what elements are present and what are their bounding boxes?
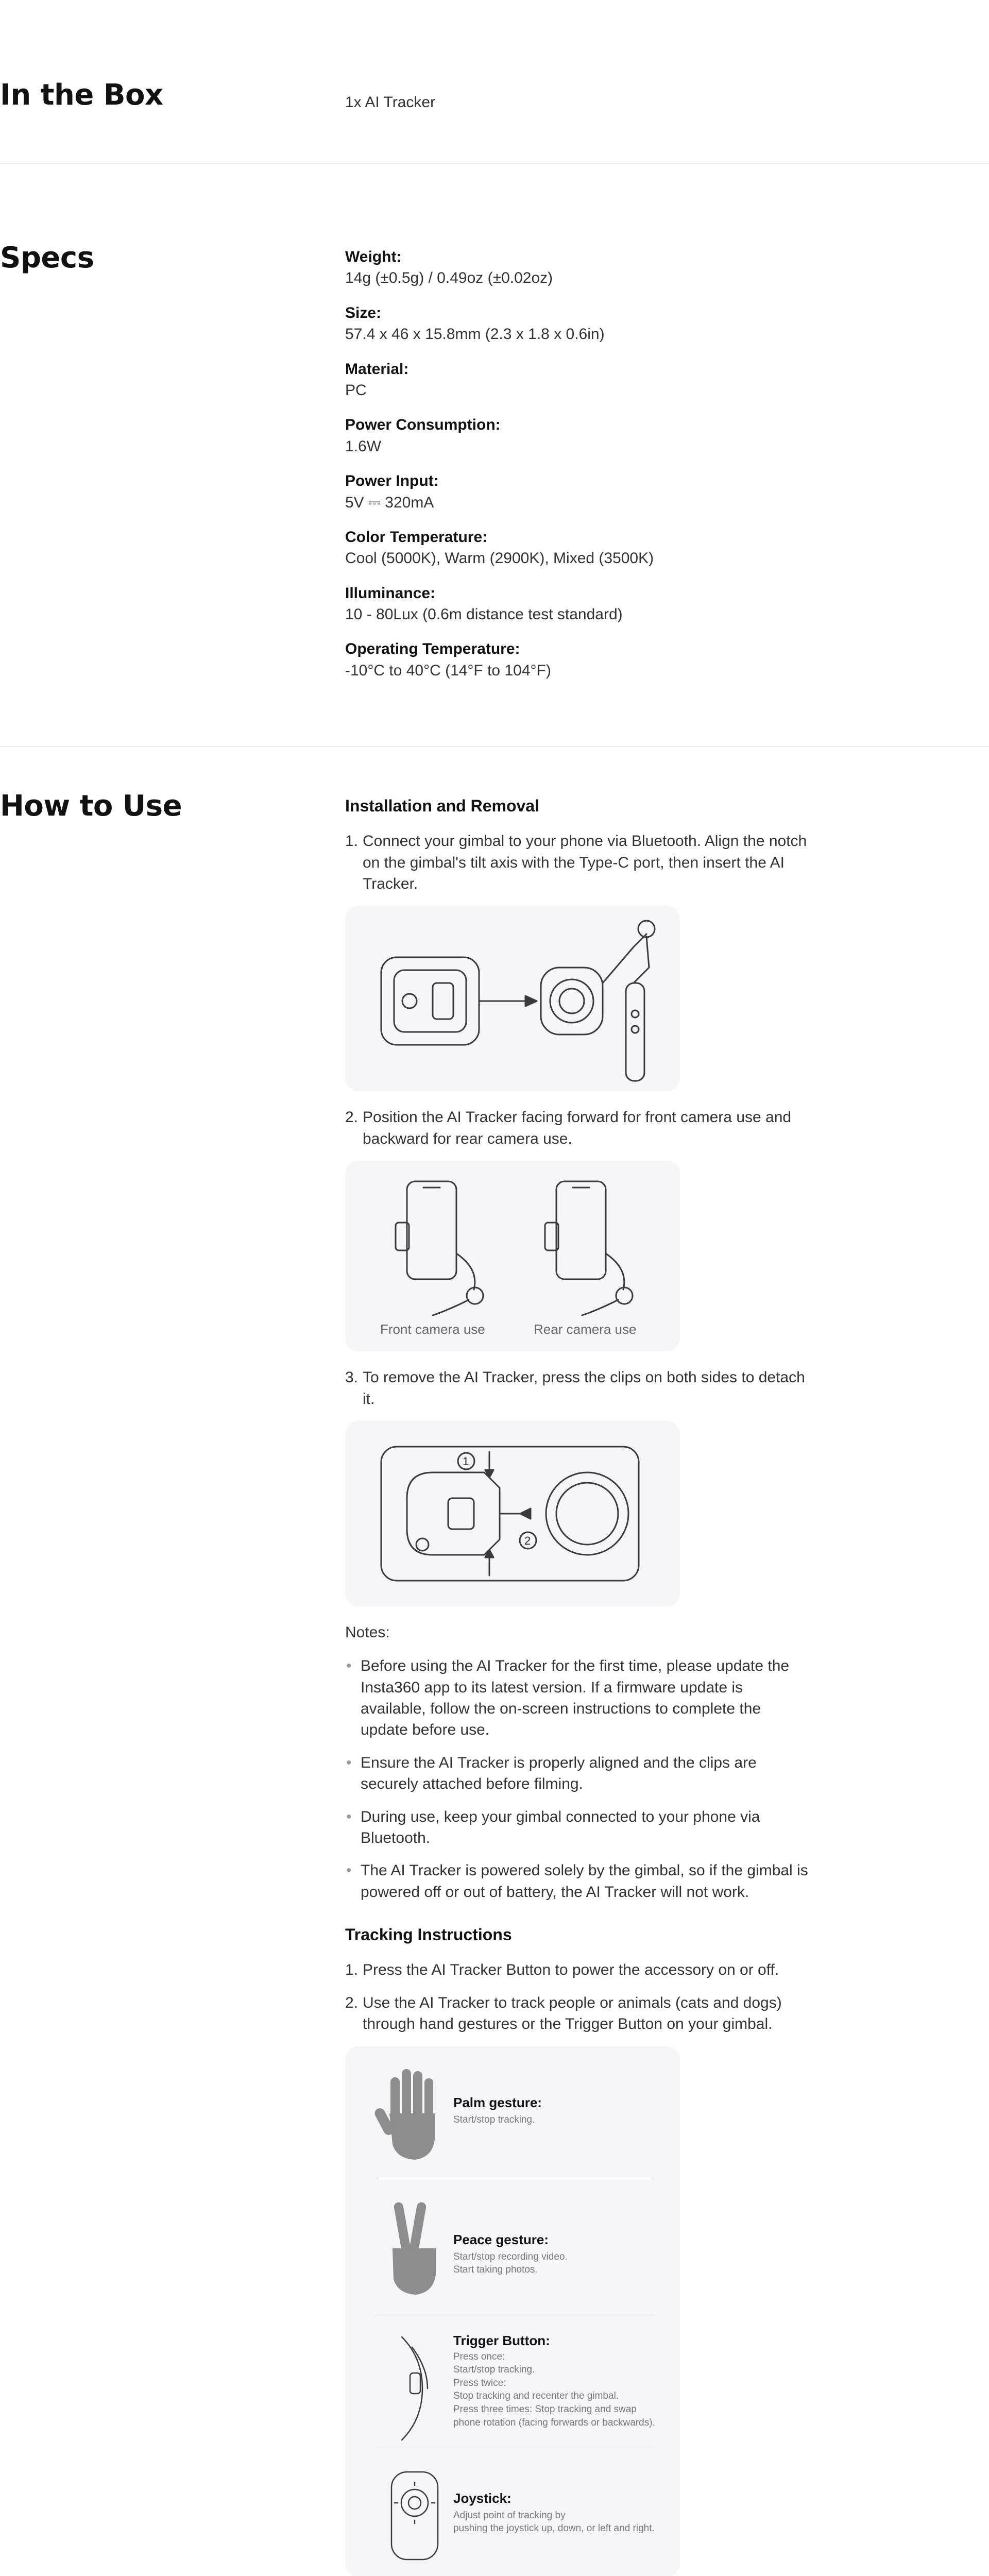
- spec-item: [345, 302, 809, 345]
- spec-label: Power Consumption:: [345, 416, 501, 434]
- spec-label: Illuminance:: [345, 584, 436, 602]
- spec-item: [345, 583, 809, 625]
- spec-value: 14g (±0.5g) / 0.49oz (±0.02oz): [345, 269, 553, 287]
- gesture-trigger: [345, 2316, 680, 2445]
- specs-list: [345, 246, 809, 694]
- step-text: Connect your gimbal to your phone via Bluetooth. Align the notch on the gimbal's tilt axis with the Type-C port, then insert the AI Tracker.: [363, 833, 807, 892]
- spec-value: 57.4 x 46 x 15.8mm (2.3 x 1.8 x 0.6in): [345, 326, 605, 343]
- step-number: 2.: [345, 1109, 359, 1126]
- spec-value: 1.6W: [345, 437, 382, 455]
- install-illustration: [345, 906, 680, 1091]
- orientation-illustration: [345, 1161, 680, 1351]
- how-to-use-content: [345, 794, 809, 2576]
- note-item: • Before using the AI Tracker for the first time, please update the Insta360 app to its latest version. If a firmware update is available, follow the on-screen instructions to complete the update before use.: [346, 1657, 790, 1739]
- step-number: 1.: [345, 833, 359, 850]
- spec-label: Power Input:: [345, 472, 439, 490]
- note-item: • Ensure the AI Tracker is properly aligned and the clips are securely attached before filming.: [346, 1754, 757, 1793]
- note-text: The AI Tracker is powered solely by the gimbal, so if the gimbal is powered off or out of battery, the AI Tracker will not work.: [361, 1862, 808, 1901]
- gesture-peace: [345, 2181, 680, 2310]
- spec-label: Material:: [345, 360, 409, 378]
- in-the-box-section: [0, 0, 989, 163]
- spec-item: [345, 470, 809, 513]
- spec-label: Operating Temperature:: [345, 640, 520, 658]
- note-text: During use, keep your gimbal connected to your phone via Bluetooth.: [361, 1808, 760, 1847]
- tracking-step: [345, 1959, 809, 1980]
- gesture-desc: Press once: Start/stop tracking. Press twice: Stop tracking and recenter the gimbal. Press three times: Stop tracking and swap phone rotation (facing forwards or backwards).: [453, 2351, 655, 2428]
- gesture-palm: [345, 2046, 680, 2175]
- in-the-box-title: In the Box: [0, 78, 163, 112]
- step-text: To remove the AI Tracker, press the clips on both sides to detach it.: [363, 1369, 805, 1408]
- spec-label: Color Temperature:: [345, 528, 488, 546]
- installation-heading: Installation and Removal: [345, 796, 539, 815]
- installation-step: [345, 1107, 809, 1149]
- specs-section: [0, 164, 989, 746]
- spec-value: 5V ⎓ 320mA: [345, 494, 434, 511]
- tracking-heading: Tracking Instructions: [345, 1925, 512, 1944]
- note-text: Ensure the AI Tracker is properly aligned and the clips are securely attached before filming.: [361, 1754, 757, 1793]
- spec-value: Cool (5000K), Warm (2900K), Mixed (3500K): [345, 550, 654, 567]
- spec-item: [345, 246, 809, 289]
- gesture-desc: Start/stop tracking.: [453, 2114, 535, 2125]
- callout-1: 1: [463, 1454, 469, 1468]
- front-camera-caption: Front camera use: [380, 1321, 485, 1337]
- clip-removal-illustration: [345, 1421, 680, 1606]
- spec-value: -10°C to 40°C (14°F to 104°F): [345, 662, 551, 679]
- spec-item: [345, 527, 809, 569]
- gesture-title: Peace gesture:: [453, 2231, 549, 2247]
- note-item: • The AI Tracker is powered solely by the gimbal, so if the gimbal is powered off or out of battery, the AI Tracker will not work.: [346, 1862, 808, 1901]
- step-text: Position the AI Tracker facing forward for front camera use and backward for rear camera use.: [363, 1109, 792, 1147]
- step-number: 1.: [345, 1961, 359, 1979]
- gesture-title: Trigger Button:: [453, 2332, 550, 2348]
- spec-label: Size:: [345, 304, 382, 321]
- gesture-joystick: [345, 2451, 680, 2576]
- gesture-title: Joystick:: [453, 2490, 511, 2506]
- specs-title: Specs: [0, 241, 94, 275]
- in-the-box-item: 1x AI Tracker: [345, 94, 436, 111]
- note-item: • During use, keep your gimbal connected to your phone via Bluetooth.: [346, 1808, 760, 1847]
- step-text: Use the AI Tracker to track people or animals (cats and dogs) through hand gestures or the Trigger Button on your gimbal.: [363, 1994, 782, 2033]
- spec-value: 10 - 80Lux (0.6m distance test standard): [345, 606, 623, 623]
- gesture-desc: Start/stop recording video. Start taking photos.: [453, 2251, 568, 2276]
- installation-notes-label: Notes:: [345, 1623, 390, 1641]
- note-text: Before using the AI Tracker for the first time, please update the Insta360 app to its latest version. If a firmware update is available, follow the on-screen instructions to complete the update before use.: [361, 1657, 790, 1739]
- spec-item: [345, 414, 809, 457]
- spec-item: [345, 638, 809, 681]
- step-text: Press the AI Tracker Button to power the accessory on or off.: [363, 1961, 779, 1979]
- installation-step: [345, 1367, 809, 1410]
- gesture-card: [345, 2046, 680, 2576]
- callout-2: 2: [524, 1534, 531, 1547]
- gimbal-insert-illustration: [345, 906, 680, 1091]
- removal-illustration: [345, 1421, 680, 1606]
- spec-value: PC: [345, 381, 367, 399]
- how-to-use-title: How to Use: [0, 789, 182, 823]
- spec-label: Weight:: [345, 248, 402, 265]
- gesture-title: Palm gesture:: [453, 2094, 542, 2110]
- tracking-step: [345, 1992, 809, 2035]
- gesture-desc: Adjust point of tracking by pushing the joystick up, down, or left and right.: [453, 2510, 655, 2534]
- how-to-use-section: [0, 747, 989, 2576]
- rear-camera-caption: Rear camera use: [534, 1321, 637, 1337]
- step-number: 3.: [345, 1369, 359, 1386]
- spec-item: [345, 359, 809, 401]
- step-number: 2.: [345, 1994, 359, 2011]
- installation-step: [345, 831, 809, 894]
